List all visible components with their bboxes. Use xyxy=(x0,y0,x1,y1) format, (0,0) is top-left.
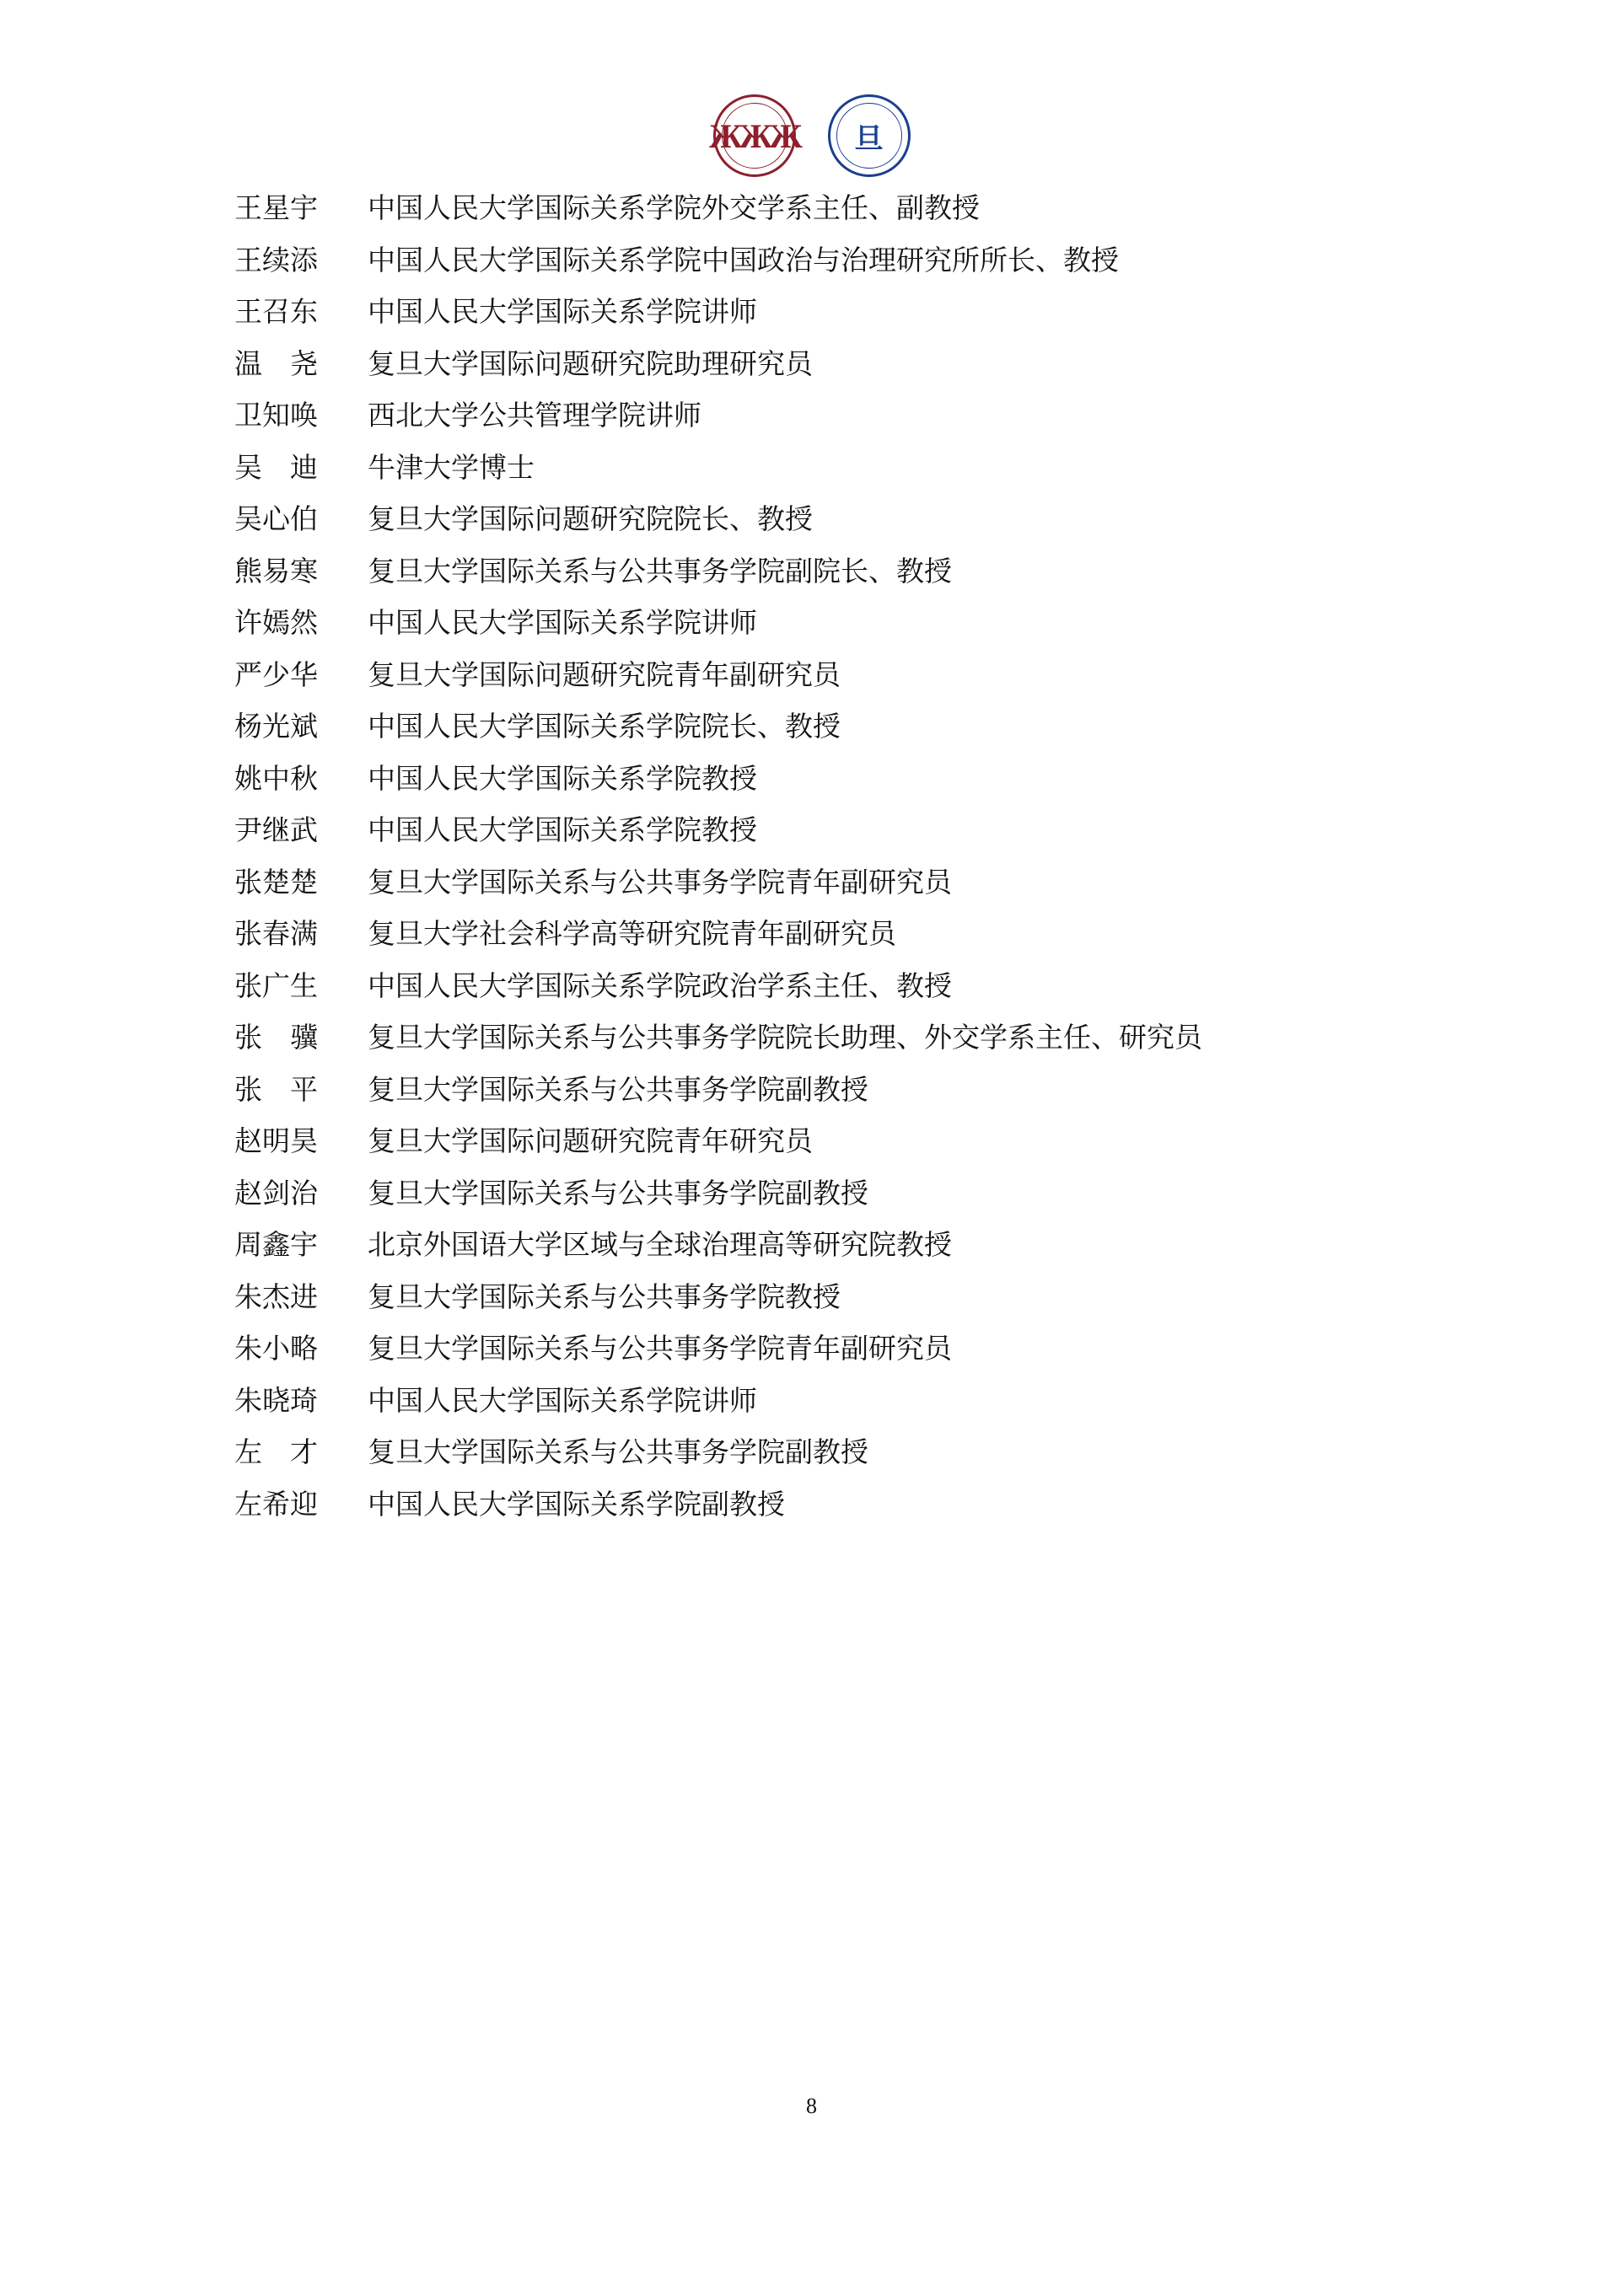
participant-title: 复旦大学国际问题研究院助理研究员 xyxy=(368,349,813,380)
list-item xyxy=(234,192,1432,226)
fudan-logo-ring xyxy=(836,103,902,169)
participant-title: 复旦大学国际关系与公共事务学院副教授 xyxy=(368,1178,868,1210)
participant-name: 张 平 xyxy=(234,1075,318,1106)
participant-name: 王星宇 xyxy=(234,194,318,224)
participant-title: 中国人民大学国际关系学院讲师 xyxy=(368,609,757,639)
list-item xyxy=(234,1281,1432,1315)
participant-name: 吴心伯 xyxy=(234,505,318,535)
participant-title: 中国人民大学国际关系学院政治学系主任、教授 xyxy=(368,971,952,1002)
participant-name: 赵剑治 xyxy=(234,1178,318,1210)
participant-name: 严少华 xyxy=(234,660,318,691)
ruc-logo-ring xyxy=(722,103,787,169)
participant-name: 尹继武 xyxy=(234,816,318,846)
participant-title: 中国人民大学国际关系学院讲师 xyxy=(368,1386,757,1417)
participant-title: 中国人民大学国际关系学院外交学系主任、副教授 xyxy=(368,194,980,224)
participant-title: 牛津大学博士 xyxy=(368,453,535,484)
participant-name: 朱杰进 xyxy=(234,1282,318,1313)
fudan-logo-icon xyxy=(828,94,911,177)
participant-title: 复旦大学国际问题研究院青年研究员 xyxy=(368,1127,813,1157)
participant-title: 北京外国语大学区域与全球治理高等研究院教授 xyxy=(368,1231,952,1261)
ruc-logo-icon xyxy=(709,94,799,177)
participant-name: 王召东 xyxy=(234,298,318,328)
list-item xyxy=(234,1074,1432,1108)
participant-name: 张 骥 xyxy=(234,1023,318,1054)
participant-title: 中国人民大学国际关系学院院长、教授 xyxy=(368,712,841,743)
participant-title: 西北大学公共管理学院讲师 xyxy=(368,401,701,432)
list-item xyxy=(234,555,1432,589)
participant-name: 朱晓琦 xyxy=(234,1386,318,1417)
participant-title: 复旦大学国际问题研究院院长、教授 xyxy=(368,505,813,535)
participant-title: 中国人民大学国际关系学院讲师 xyxy=(368,298,757,328)
participant-list xyxy=(234,192,1432,1540)
list-item xyxy=(234,296,1432,330)
participant-title: 中国人民大学国际关系学院教授 xyxy=(368,816,757,846)
list-item xyxy=(234,1178,1432,1211)
list-item xyxy=(234,244,1432,278)
list-item xyxy=(234,503,1432,537)
list-item xyxy=(234,1489,1432,1522)
participant-name: 许嫣然 xyxy=(234,609,318,639)
participant-name: 温 尧 xyxy=(234,349,318,380)
participant-name: 左希迎 xyxy=(234,1489,318,1521)
participant-name: 周鑫宇 xyxy=(234,1231,318,1261)
participant-title: 中国人民大学国际关系学院中国政治与治理研究所所长、教授 xyxy=(368,245,1119,276)
participant-name: 吴 迪 xyxy=(234,453,318,484)
list-item xyxy=(234,918,1432,952)
participant-title: 复旦大学国际关系与公共事务学院副院长、教授 xyxy=(368,556,952,587)
participant-name: 熊易寒 xyxy=(234,556,318,587)
list-item xyxy=(234,1436,1432,1470)
participant-name: 张楚楚 xyxy=(234,867,318,899)
list-item xyxy=(234,1385,1432,1419)
list-item xyxy=(234,711,1432,744)
list-item xyxy=(234,452,1432,485)
list-item xyxy=(234,400,1432,433)
list-item xyxy=(234,814,1432,848)
participant-title: 中国人民大学国际关系学院副教授 xyxy=(368,1489,785,1521)
list-item xyxy=(234,1229,1432,1263)
list-item xyxy=(234,866,1432,900)
ruc-logo-glyph: ЖЖЖ xyxy=(709,116,799,155)
participant-title: 复旦大学国际关系与公共事务学院副教授 xyxy=(368,1438,868,1468)
participant-title: 复旦大学国际关系与公共事务学院院长助理、外交学系主任、研究员 xyxy=(368,1023,1202,1054)
participant-name: 王续添 xyxy=(234,245,318,276)
participant-title: 复旦大学国际问题研究院青年副研究员 xyxy=(368,660,841,691)
participant-name: 姚中秋 xyxy=(234,764,318,795)
list-item xyxy=(234,348,1432,382)
participant-name: 朱小略 xyxy=(234,1334,318,1365)
list-item xyxy=(234,1022,1432,1055)
list-item xyxy=(234,659,1432,693)
participant-title: 中国人民大学国际关系学院教授 xyxy=(368,764,757,795)
participant-name: 赵明昊 xyxy=(234,1127,318,1157)
logo-row xyxy=(0,94,1623,177)
list-item xyxy=(234,763,1432,797)
participant-title: 复旦大学社会科学高等研究院青年副研究员 xyxy=(368,920,896,950)
participant-name: 左 才 xyxy=(234,1438,318,1468)
participant-name: 杨光斌 xyxy=(234,712,318,743)
list-item xyxy=(234,1125,1432,1159)
list-item xyxy=(234,1333,1432,1366)
list-item xyxy=(234,607,1432,641)
participant-name: 卫知唤 xyxy=(234,401,318,432)
participant-title: 复旦大学国际关系与公共事务学院教授 xyxy=(368,1282,841,1313)
fudan-logo-glyph: 旦 xyxy=(854,123,884,155)
participant-title: 复旦大学国际关系与公共事务学院青年副研究员 xyxy=(368,1334,952,1365)
participant-title: 复旦大学国际关系与公共事务学院青年副研究员 xyxy=(368,867,952,899)
list-item xyxy=(234,970,1432,1004)
participant-name: 张广生 xyxy=(234,971,318,1002)
participant-name: 张春满 xyxy=(234,920,318,950)
participant-title: 复旦大学国际关系与公共事务学院副教授 xyxy=(368,1075,868,1106)
page-number: 8 xyxy=(806,2094,817,2118)
